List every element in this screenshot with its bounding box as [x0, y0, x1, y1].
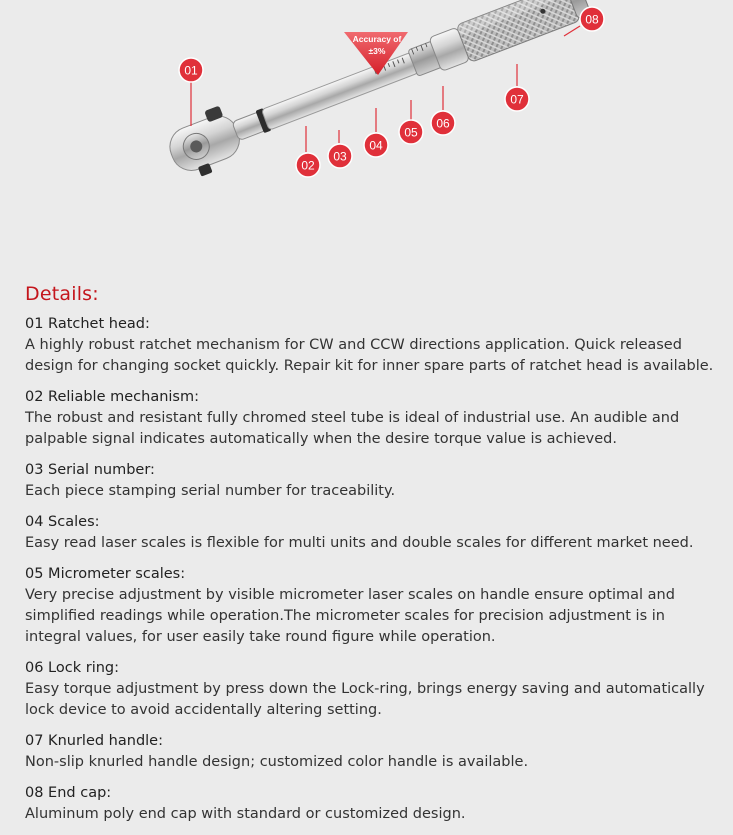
detail-description: Each piece stamping serial number for traceability. [25, 483, 396, 499]
steel-tube [261, 52, 418, 130]
detail-title: 03 Serial number: [25, 462, 155, 478]
callout-label: 04 [369, 138, 383, 153]
callout-label: 02 [301, 158, 315, 173]
detail-item-reliable-mechanism [25, 387, 725, 450]
detail-item-micrometer-scales [25, 564, 725, 648]
detail-description: Very precise adjustment by visible micrometer laser scales on handle ensure optimal and simplified readings while operation.The micrometer scales for precision adjustment is in integral values, for user easily take round figure while operation. [25, 587, 675, 645]
callout-label: 08 [585, 12, 599, 27]
accuracy-line1: Accuracy of [352, 34, 402, 44]
detail-item-serial-number [25, 460, 725, 502]
callout-01 [179, 58, 203, 82]
callout-label: 03 [333, 149, 347, 164]
callout-label: 05 [404, 125, 418, 140]
details-heading: Details: [25, 283, 99, 305]
detail-description: Non-slip knurled handle design; customized color handle is available. [25, 754, 529, 770]
detail-item-knurled-handle [25, 731, 725, 773]
product-illustration [0, 0, 733, 270]
callout-label: 06 [436, 116, 450, 131]
callout-04 [364, 133, 388, 157]
detail-title: 05 Micrometer scales: [25, 566, 186, 582]
detail-title: 04 Scales: [25, 514, 100, 530]
detail-description: A highly robust ratchet mechanism for CW and CCW directions application. Quick released design for changing socket quickly. Repair kit for inner spare parts of ratchet head is available. [25, 337, 714, 374]
callout-03 [328, 144, 352, 168]
detail-title: 02 Reliable mechanism: [25, 389, 199, 405]
callout-07 [505, 87, 529, 111]
detail-title: 07 Knurled handle: [25, 733, 163, 749]
callout-label: 01 [184, 63, 198, 78]
detail-description: Easy read laser scales is flexible for multi units and double scales for different market need. [25, 535, 694, 551]
detail-description: Aluminum poly end cap with standard or customized design. [25, 806, 466, 822]
ratchet-head [161, 103, 248, 184]
callout-05 [399, 120, 423, 144]
details-section [25, 283, 725, 835]
callout-label: 07 [510, 92, 524, 107]
detail-item-scales [25, 512, 725, 554]
detail-item-lock-ring [25, 658, 725, 721]
detail-title: 08 End cap: [25, 785, 112, 801]
callout-02 [296, 153, 320, 177]
detail-description: The robust and resistant fully chromed steel tube is ideal of industrial use. An audible and palpable signal indicates automatically when the desire torque value is achieved. [25, 410, 680, 447]
detail-item-end-cap [25, 783, 725, 825]
detail-title: 01 Ratchet head: [25, 316, 150, 332]
torque-wrench-diagram [0, 0, 733, 270]
callout-06 [431, 111, 455, 135]
accuracy-line2: ±3% [368, 46, 386, 56]
callout-08 [580, 7, 604, 31]
detail-description: Easy torque adjustment by press down the Lock-ring, brings energy saving and automatically lock device to avoid accidentally altering setting. [25, 681, 705, 718]
detail-item-ratchet-head [25, 314, 725, 377]
detail-title: 06 Lock ring: [25, 660, 120, 676]
